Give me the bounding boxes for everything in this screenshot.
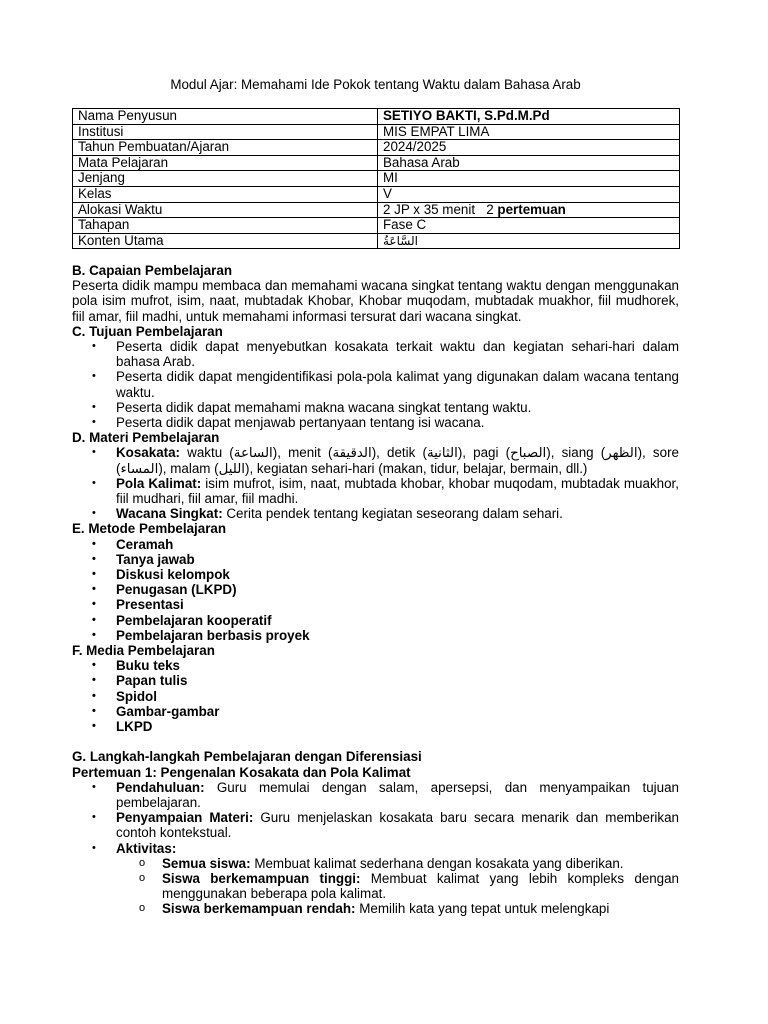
list-item: • Papan tulis	[72, 673, 679, 688]
row-value: V	[378, 186, 680, 202]
table-row	[73, 186, 680, 202]
list-item: • Pembelajaran berbasis proyek	[72, 628, 679, 643]
materi-list	[72, 445, 679, 521]
item-label: Siswa berkemampuan rendah:	[162, 901, 356, 917]
item-text: Cerita pendek tentang kegiatan seseorang dalam sehari.	[226, 506, 563, 522]
item-label: Penyampaian Materi:	[116, 810, 254, 826]
list-item: • Peserta didik dapat menyebutkan kosakata terkait waktu dan kegiatan sehari-hari dalam bahasa Arab.	[72, 339, 679, 369]
langkah-list	[72, 780, 679, 917]
aktivitas-list	[72, 856, 679, 917]
item-label: Pola Kalimat:	[116, 475, 202, 491]
list-item: • Buku teks	[72, 658, 679, 673]
table-row	[73, 109, 680, 125]
spacer	[72, 734, 679, 749]
row-label: Institusi	[73, 124, 378, 140]
item-text: Guru memulai dengan salam, apersepsi, dan menyampaikan tujuan pembelajaran.	[116, 779, 679, 810]
list-item	[72, 476, 679, 506]
table-row	[73, 140, 680, 156]
subheading-pertemuan: Pertemuan 1: Pengenalan Kosakata dan Pola Kalimat	[72, 764, 411, 780]
list-item: • Tanya jawab	[72, 552, 679, 567]
list-item	[72, 445, 679, 475]
section-heading-metode: E. Metode Pembelajaran	[72, 521, 227, 537]
list-item	[72, 856, 679, 871]
page-title: Modul Ajar: Memahami Ide Pokok tentang Waktu dalam Bahasa Arab	[170, 77, 581, 92]
item-text: Memilih kata yang tepat untuk melengkapi	[359, 901, 610, 917]
row-label: Tahun Pembuatan/Ajaran	[73, 140, 378, 156]
item-label: Pendahuluan:	[116, 779, 205, 795]
table-row	[73, 155, 680, 171]
list-item	[72, 901, 679, 916]
section-heading-capaian: B. Capaian Pembelajaran	[72, 263, 233, 278]
tujuan-list	[72, 339, 679, 430]
row-label: Mata Pelajaran	[73, 155, 378, 171]
row-label: Nama Penyusun	[73, 109, 378, 125]
list-item: • Spidol	[72, 689, 679, 704]
item-text: isim mufrot, isim, naat, mubtada khobar, khobar muqodam, mubtadak muakhor, fiil mudhari, fiil amar, fiil madhi.	[116, 475, 679, 507]
item-label: Wacana Singkat:	[116, 506, 223, 522]
list-item	[72, 780, 679, 810]
list-item: • Presentasi	[72, 597, 679, 612]
item-label: Semua siswa:	[162, 855, 251, 871]
row-label: Jenjang	[73, 171, 378, 187]
list-item: • Penugasan (LKPD)	[72, 582, 679, 597]
section-heading-media: F. Media Pembelajaran	[72, 643, 215, 659]
list-item: • Peserta didik dapat memahami makna wacana singkat tentang waktu.	[72, 400, 679, 415]
list-item: • LKPD	[72, 719, 679, 734]
row-value: SETIYO BAKTI, S.Pd.M.Pd	[378, 109, 680, 125]
list-item: • Diskusi kelompok	[72, 567, 679, 582]
table-row	[73, 202, 680, 218]
row-value: MI	[378, 171, 680, 187]
table-row	[73, 233, 680, 249]
row-value: Bahasa Arab	[378, 155, 680, 171]
table-row	[73, 171, 680, 187]
table-row	[73, 124, 680, 140]
section-heading-tujuan: C. Tujuan Pembelajaran	[72, 323, 223, 339]
row-value: السَّاعَةُ	[378, 233, 680, 249]
list-item	[72, 871, 679, 901]
item-text: Membuat kalimat sederhana dengan kosakata yang diberikan.	[254, 855, 624, 871]
item-text: Guru menjelaskan kosakata baru secara menarik dan memberikan contoh kontekstual.	[116, 810, 679, 841]
alokasi-value: 2 JP x 35 menit 2	[383, 201, 494, 217]
row-label: Kelas	[73, 186, 378, 202]
item-label: Aktivitas:	[116, 840, 177, 856]
list-item	[72, 810, 679, 840]
item-label: Kosakata:	[116, 445, 181, 461]
list-item: • Gambar-gambar	[72, 704, 679, 719]
media-list	[72, 658, 679, 734]
section-heading-materi: D. Materi Pembelajaran	[72, 430, 220, 446]
row-value: Fase C	[378, 218, 680, 234]
item-text: Membuat kalimat yang lebih kompleks dengan menggunakan beberapa pola kalimat.	[162, 870, 679, 902]
list-item: • Peserta didik dapat menjawab pertanyaan tentang isi wacana.	[72, 415, 679, 430]
row-label: Alokasi Waktu	[73, 202, 378, 218]
section-heading-langkah: G. Langkah-langkah Pembelajaran dengan Diferensiasi	[72, 749, 422, 765]
row-label: Konten Utama	[73, 233, 378, 249]
capaian-text: Peserta didik mampu membaca dan memahami wacana singkat tentang waktu dengan menggunakan pola isim mufrot, isim, naat, mubtadak Khobar, Khobar muqodam, mubtadak muakhor, fiil mudhorek, fiil amar, fiil madhi, untuk memahami informasi tersurat dari wacana singkat.	[72, 278, 679, 324]
metode-list	[72, 537, 679, 643]
alokasi-value-bold: pertemuan	[497, 201, 566, 217]
list-item: • Pembelajaran kooperatif	[72, 613, 679, 628]
row-value	[378, 202, 680, 218]
item-text: waktu (الساعة), menit (الدقيقة), detik (الثانية), pagi (الصباح), siang (الظهر), sore (المساء), malam (الليل), kegiatan sehari-hari (makan, tidur, belajar, bermain, dll.)	[116, 445, 679, 476]
info-table	[72, 108, 680, 249]
row-value: 2024/2025	[378, 140, 680, 156]
row-value: MIS EMPAT LIMA	[378, 124, 680, 140]
document-body	[72, 263, 679, 917]
list-item: • Ceramah	[72, 537, 679, 552]
list-item: • Peserta didik dapat mengidentifikasi pola-pola kalimat yang digunakan dalam wacana tentang waktu.	[72, 369, 679, 399]
row-label: Tahapan	[73, 218, 378, 234]
list-item	[72, 841, 679, 917]
list-item	[72, 506, 679, 521]
table-row	[73, 218, 680, 234]
item-label: Siswa berkemampuan tinggi:	[162, 870, 361, 886]
